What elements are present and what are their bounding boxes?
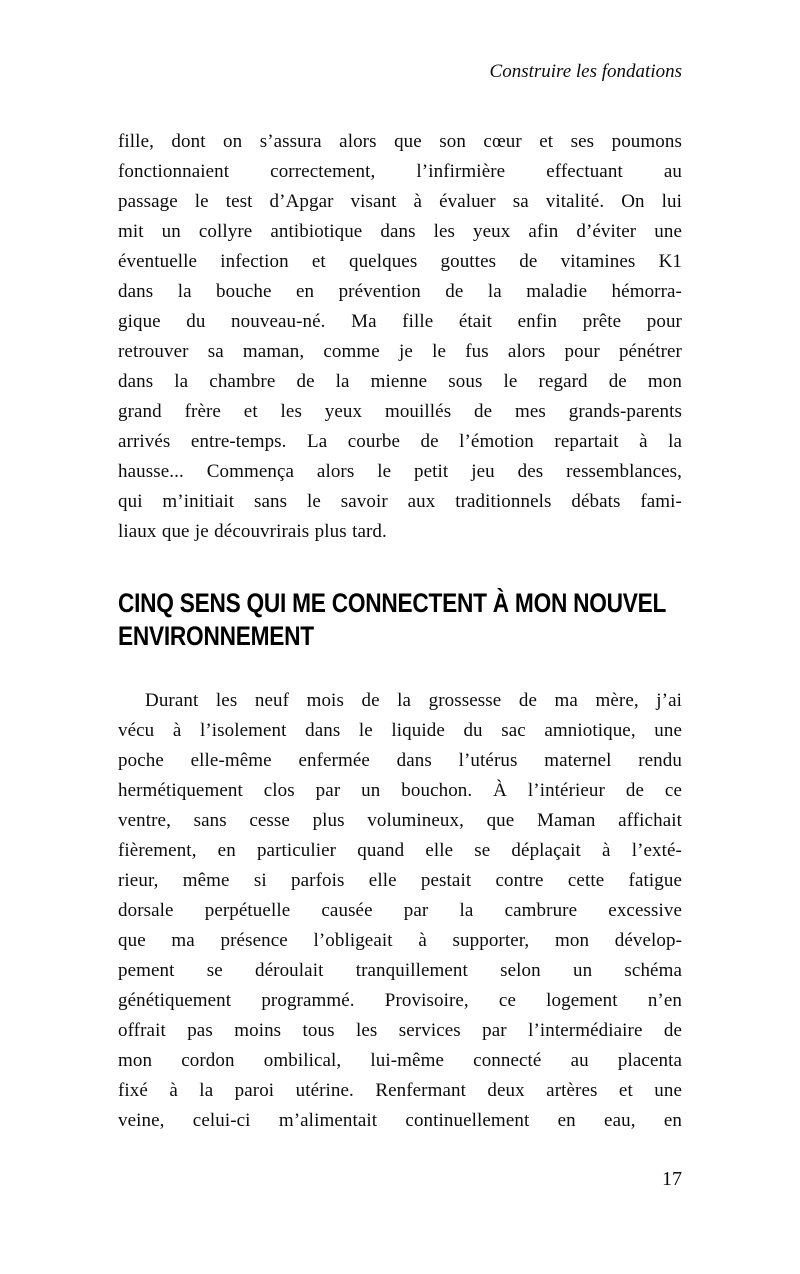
text-line: ventre, sans cesse plus volumineux, que Maman affichait — [118, 810, 682, 831]
text-line: gique du nouveau-né. Ma fille était enfin prête pour — [118, 311, 682, 332]
text-line: dans la bouche en prévention de la maladie hémorra- — [118, 281, 682, 302]
text-line: retrouver sa maman, comme je le fus alors pour pénétrer — [118, 341, 682, 362]
page-number: 17 — [662, 1168, 682, 1190]
text-line: offrait pas moins tous les services par l’intermédiaire de — [118, 1020, 682, 1041]
text-line: fièrement, en particulier quand elle se déplaçait à l’exté- — [118, 840, 682, 861]
body-paragraph-2 — [118, 686, 682, 1136]
text-line: que ma présence l’obligeait à supporter, mon dévelop- — [118, 930, 682, 951]
text-line: qui m’initiait sans le savoir aux traditionnels débats fami- — [118, 491, 682, 512]
body-paragraph-1 — [118, 127, 682, 547]
text-line: dorsale perpétuelle causée par la cambrure excessive — [118, 900, 682, 921]
section-heading-line: CINQ SENS QUI ME CONNECTENT À MON NOUVEL — [118, 588, 667, 618]
text-line: passage le test d’Apgar visant à évaluer sa vitalité. On lui — [118, 191, 682, 212]
text-line: hausse... Commença alors le petit jeu des ressemblances, — [118, 461, 682, 482]
text-line: fonctionnaient correctement, l’infirmière effectuant au — [118, 161, 682, 182]
text-line: arrivés entre-temps. La courbe de l’émotion repartait à la — [118, 431, 682, 452]
text-line: mon cordon ombilical, lui-même connecté au placenta — [118, 1050, 682, 1071]
text-line: rieur, même si parfois elle pestait contre cette fatigue — [118, 870, 682, 891]
section-heading-line: ENVIRONNEMENT — [118, 621, 314, 651]
text-line: Durant les neuf mois de la grossesse de ma mère, j’ai — [145, 690, 682, 711]
section-heading — [118, 587, 718, 653]
text-line: génétiquement programmé. Provisoire, ce logement n’en — [118, 990, 682, 1011]
text-line: éventuelle infection et quelques gouttes de vitamines K1 — [118, 251, 682, 272]
text-line: pement se déroulait tranquillement selon un schéma — [118, 960, 682, 981]
running-header: Construire les fondations — [489, 61, 682, 82]
text-line: liaux que je découvrirais plus tard. — [118, 521, 387, 542]
text-line: hermétiquement clos par un bouchon. À l’intérieur de ce — [118, 780, 682, 801]
text-line: mit un collyre antibiotique dans les yeux afin d’éviter une — [118, 221, 682, 242]
text-line: poche elle-même enfermée dans l’utérus maternel rendu — [118, 750, 682, 771]
text-line: vécu à l’isolement dans le liquide du sac amniotique, une — [118, 720, 682, 741]
text-line: dans la chambre de la mienne sous le regard de mon — [118, 371, 682, 392]
text-line: fixé à la paroi utérine. Renfermant deux artères et une — [118, 1080, 682, 1101]
text-line: grand frère et les yeux mouillés de mes grands-parents — [118, 401, 682, 422]
text-line: fille, dont on s’assura alors que son cœur et ses poumons — [118, 131, 682, 152]
text-line: veine, celui-ci m’alimentait continuellement en eau, en — [118, 1110, 682, 1131]
